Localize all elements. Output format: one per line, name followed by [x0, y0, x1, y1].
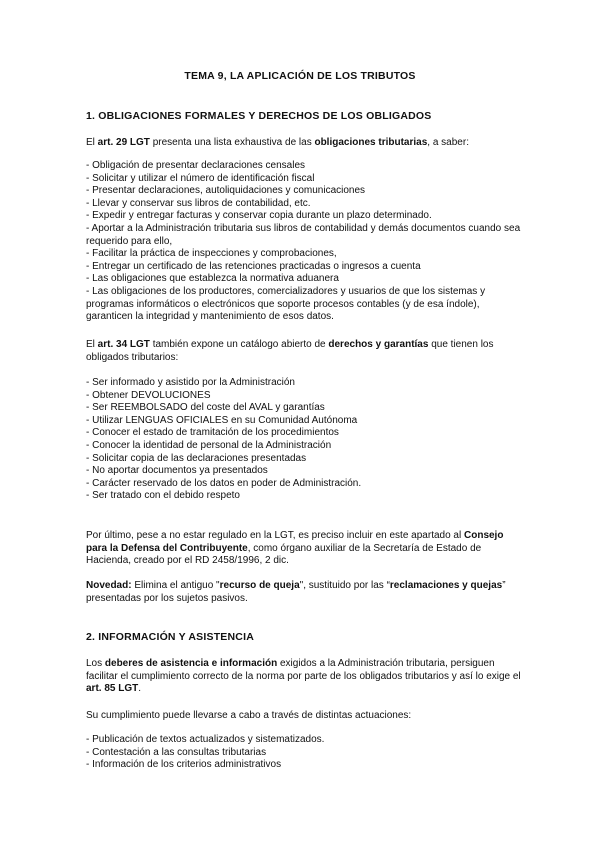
list-item: - Ser tratado con el debido respeto — [86, 490, 240, 502]
list-item: - Solicitar copia de las declaraciones presentadas — [86, 452, 307, 464]
rights-intro — [86, 339, 526, 364]
section2-intro — [86, 658, 526, 696]
list-item: - Conocer la identidad de personal de la Administración — [86, 439, 332, 451]
section2-heading: 2. INFORMACIÓN Y ASISTENCIA — [86, 631, 254, 643]
list-item: - Solicitar y utilizar el número de identificación fiscal — [86, 172, 315, 184]
list-item: - Ser REEMBOLSADO del coste del AVAL y garantías — [86, 402, 325, 414]
text-run: Los — [86, 658, 105, 669]
text-run: Por último, pese a no estar regulado en la LGT, es preciso incluir en este apartado al — [86, 530, 464, 541]
list-item: - Facilitar la práctica de inspecciones y comprobaciones, — [86, 248, 337, 260]
key-term: Consejo para la Defensa del Contribuyente — [86, 530, 504, 554]
text-run: El — [86, 137, 98, 148]
key-term: recurso de queja — [219, 580, 300, 591]
key-term: Novedad: — [86, 580, 132, 591]
text-run: ", sustituido por las “ — [299, 580, 390, 591]
text-run: que tienen los obligados tributarios: — [86, 339, 494, 363]
list-item: - Información de los criterios administrativos — [86, 759, 282, 771]
law-reference: art. 34 LGT — [97, 339, 150, 350]
list-item: - Aportar a la Administración tributaria sus libros de contabilidad y demás documentos cuando sea requerido para ello, — [86, 222, 521, 247]
text-run: presenta una lista exhaustiva de las — [149, 137, 315, 148]
list-item: - Conocer el estado de tramitación de los procedimientos — [86, 427, 339, 439]
key-term: obligaciones tributarias — [314, 137, 428, 148]
text-run: Elimina el antiguo " — [131, 580, 220, 591]
text-run: también expone un catálogo abierto de — [149, 339, 329, 350]
list-item: - Publicación de textos actualizados y sistematizados. — [86, 734, 325, 745]
key-term: derechos y garantías — [328, 339, 429, 350]
list-item: - No aportar documentos ya presentados — [86, 465, 268, 477]
list-item: - Las obligaciones que establezca la normativa aduanera — [86, 273, 339, 285]
text-run: El — [86, 339, 98, 350]
list-item: - Expedir y entregar facturas y conservar copia durante un plazo determinado. — [86, 210, 432, 222]
text-run: ” presentadas por los sujetos pasivos. — [86, 580, 506, 604]
cumplimiento-paragraph: Su cumplimiento puede llevarse a cabo a través de distintas actuaciones: — [86, 710, 412, 721]
list-item: - Utilizar LENGUAS OFICIALES en su Comunidad Autónoma — [86, 414, 358, 426]
consejo-paragraph — [86, 530, 526, 568]
list-item: - Ser informado y asistido por la Administración — [86, 377, 295, 388]
list-item: - Obligación de presentar declaraciones censales — [86, 160, 306, 171]
list-item: - Carácter reservado de los datos en poder de Administración. — [86, 477, 362, 489]
list-item: - Llevar y conservar sus libros de contabilidad, etc. — [86, 197, 311, 209]
text-run: exigidos a la Administración tributaria, persiguen facilitar el cumplimiento correcto de la norma por parte de los obligados tributarios y así lo exige el — [86, 658, 521, 682]
text-run: . — [138, 683, 142, 695]
novedad-paragraph — [86, 580, 526, 605]
key-term: deberes de asistencia e información — [104, 658, 278, 669]
rights-list — [86, 377, 526, 503]
actions-list — [86, 734, 526, 772]
section1-heading: 1. OBLIGACIONES FORMALES Y DERECHOS DE LOS OBLIGADOS — [86, 110, 432, 122]
section1-intro — [86, 137, 526, 150]
page-title: TEMA 9, LA APLICACIÓN DE LOS TRIBUTOS — [184, 70, 416, 82]
obligations-list — [86, 160, 526, 324]
key-term: reclamaciones y quejas — [389, 580, 503, 591]
text-run: , a saber: — [427, 137, 469, 148]
list-item: - Obtener DEVOLUCIONES — [86, 389, 211, 401]
law-reference: art. 85 LGT — [86, 683, 139, 695]
law-reference: art. 29 LGT — [97, 137, 150, 148]
text-run: , como órgano auxiliar de la Secretaría de Estado de Hacienda, creado por el RD 2458/1996, 2 dic. — [86, 542, 482, 567]
list-item: - Contestación a las consultas tributarias — [86, 746, 267, 758]
list-item: - Las obligaciones de los productores, comercializadores y usuarios de que los sistemas y programas informáticos o electrónicos que soporte procesos contables (y de esa índole), garanticen la integridad y mantenimiento de esos datos. — [86, 285, 486, 323]
list-item: - Entregar un certificado de las retenciones practicadas o ingresos a cuenta — [86, 260, 421, 272]
list-item: - Presentar declaraciones, autoliquidaciones y comunicaciones — [86, 185, 366, 197]
